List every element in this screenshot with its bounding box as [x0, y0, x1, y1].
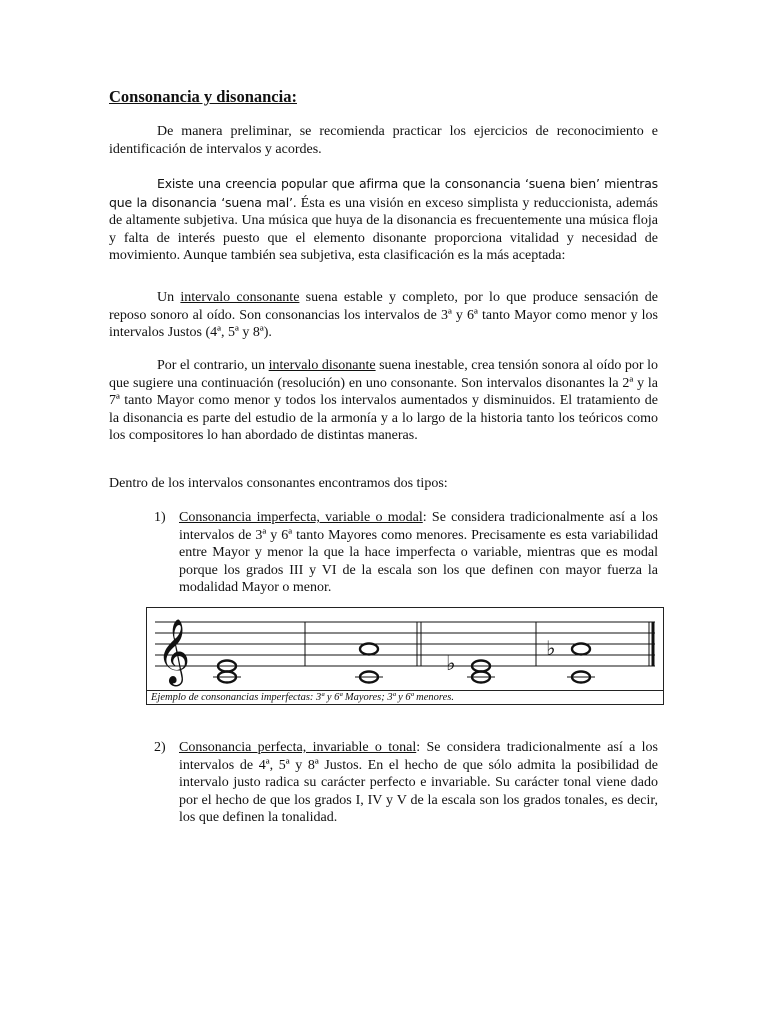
list-number: 2) — [154, 740, 166, 755]
list-text — [179, 509, 658, 597]
list-item-perfect — [154, 739, 658, 827]
interval-minor-third — [446, 651, 495, 683]
paragraph-consonant — [109, 289, 658, 342]
list-number: 1) — [154, 510, 166, 525]
text-segment: suena estable y completo, por lo que produce sensación de reposo sonoro al oído. Son consonancias los intervalos de 3ª y 6ª tanto Mayor como menor y los intervalos Justos (4ª, 5ª y 8ª). — [109, 290, 658, 341]
interval-major-third — [213, 661, 241, 683]
term-dissonant-interval: intervalo disonante — [268, 358, 376, 373]
text-segment: suena inestable, crea tensión sonora al oído por lo que sugiere una continuación (resolución) en uno consonante. Son intervalos disonantes la 2ª y la 7ª tanto Mayor como menor y todos los intervalos aumentados y disminuidos. El tratamiento de la disonancia es parte del estudio de la armonía y a lo largo de la historia tanto los teóricos como los compositores lo han abordado de distintas maneras. — [109, 358, 658, 444]
interval-major-sixth — [355, 644, 383, 683]
text-segment: : Se considera tradicionalmente así a los intervalos de 3ª y 6ª tanto Mayores como menores. Precisamente es esta variabilidad entre Mayor y menor la que la hace imperfecta o variable, mientras que es modal porque los grados III y VI de la escala son los que definen con mayor fuerza la modalidad Mayor o menor. — [179, 510, 658, 596]
page-title: Consonancia y disonancia: — [109, 87, 297, 106]
list-text — [179, 739, 658, 827]
term-imperfect-consonance: Consonancia imperfecta, variable o modal — [179, 510, 423, 525]
treble-clef-icon: 𝄞 — [157, 619, 191, 684]
term-perfect-consonance: Consonancia perfecta, invariable o tonal — [179, 740, 417, 755]
interval-minor-sixth — [546, 636, 595, 683]
paragraph-belief — [109, 175, 658, 265]
flat-icon: ♭ — [546, 636, 556, 660]
text-segment: Un — [157, 290, 181, 305]
music-staff — [147, 608, 663, 690]
paragraph-types: Dentro de los intervalos consonantes encontramos dos tipos: — [109, 476, 448, 491]
music-example-figure — [146, 607, 664, 705]
flat-icon: ♭ — [446, 651, 456, 675]
paragraph-belief-rest: Ésta es una visión en exceso simplista y reduccionista, además de altamente subjetiva. Una música que huya de la disonancia es frecuentemente una música floja y falta de interés puesto que el elemento disonante proporciona vitalidad y necesidad de movimiento. Aunque también sea subjetiva, esta clasificación es la más aceptada: — [109, 195, 658, 264]
text-segment: : Se considera tradicionalmente así a los intervalos de 4ª, 5ª y 8ª Justos. En el hecho de que sólo admita la posibilidad de intervalo justo radica su carácter perfecto e invariable. Su carácter tonal viene dado por el hecho de que los grados I, IV y V de la escala son los grados tonales, es decir, los que definen la tonalidad. — [179, 740, 658, 826]
term-consonant-interval: intervalo consonante — [180, 290, 300, 305]
handwritten-text: Existe una creencia popular que afirma que la consonancia ‘suena bien’ mientras que la disonancia ‘suena mal’. — [109, 176, 658, 210]
list-item-imperfect — [154, 509, 658, 597]
paragraph-dissonant — [109, 357, 658, 445]
text-segment: Por el contrario, un — [157, 358, 269, 373]
figure-caption: Ejemplo de consonancias imperfectas: 3ª y 6ª Mayores; 3ª y 6ª menores. — [147, 690, 663, 705]
paragraph-intro: De manera preliminar, se recomienda practicar los ejercicios de reconocimiento e identificación de intervalos y acordes. — [109, 124, 658, 157]
